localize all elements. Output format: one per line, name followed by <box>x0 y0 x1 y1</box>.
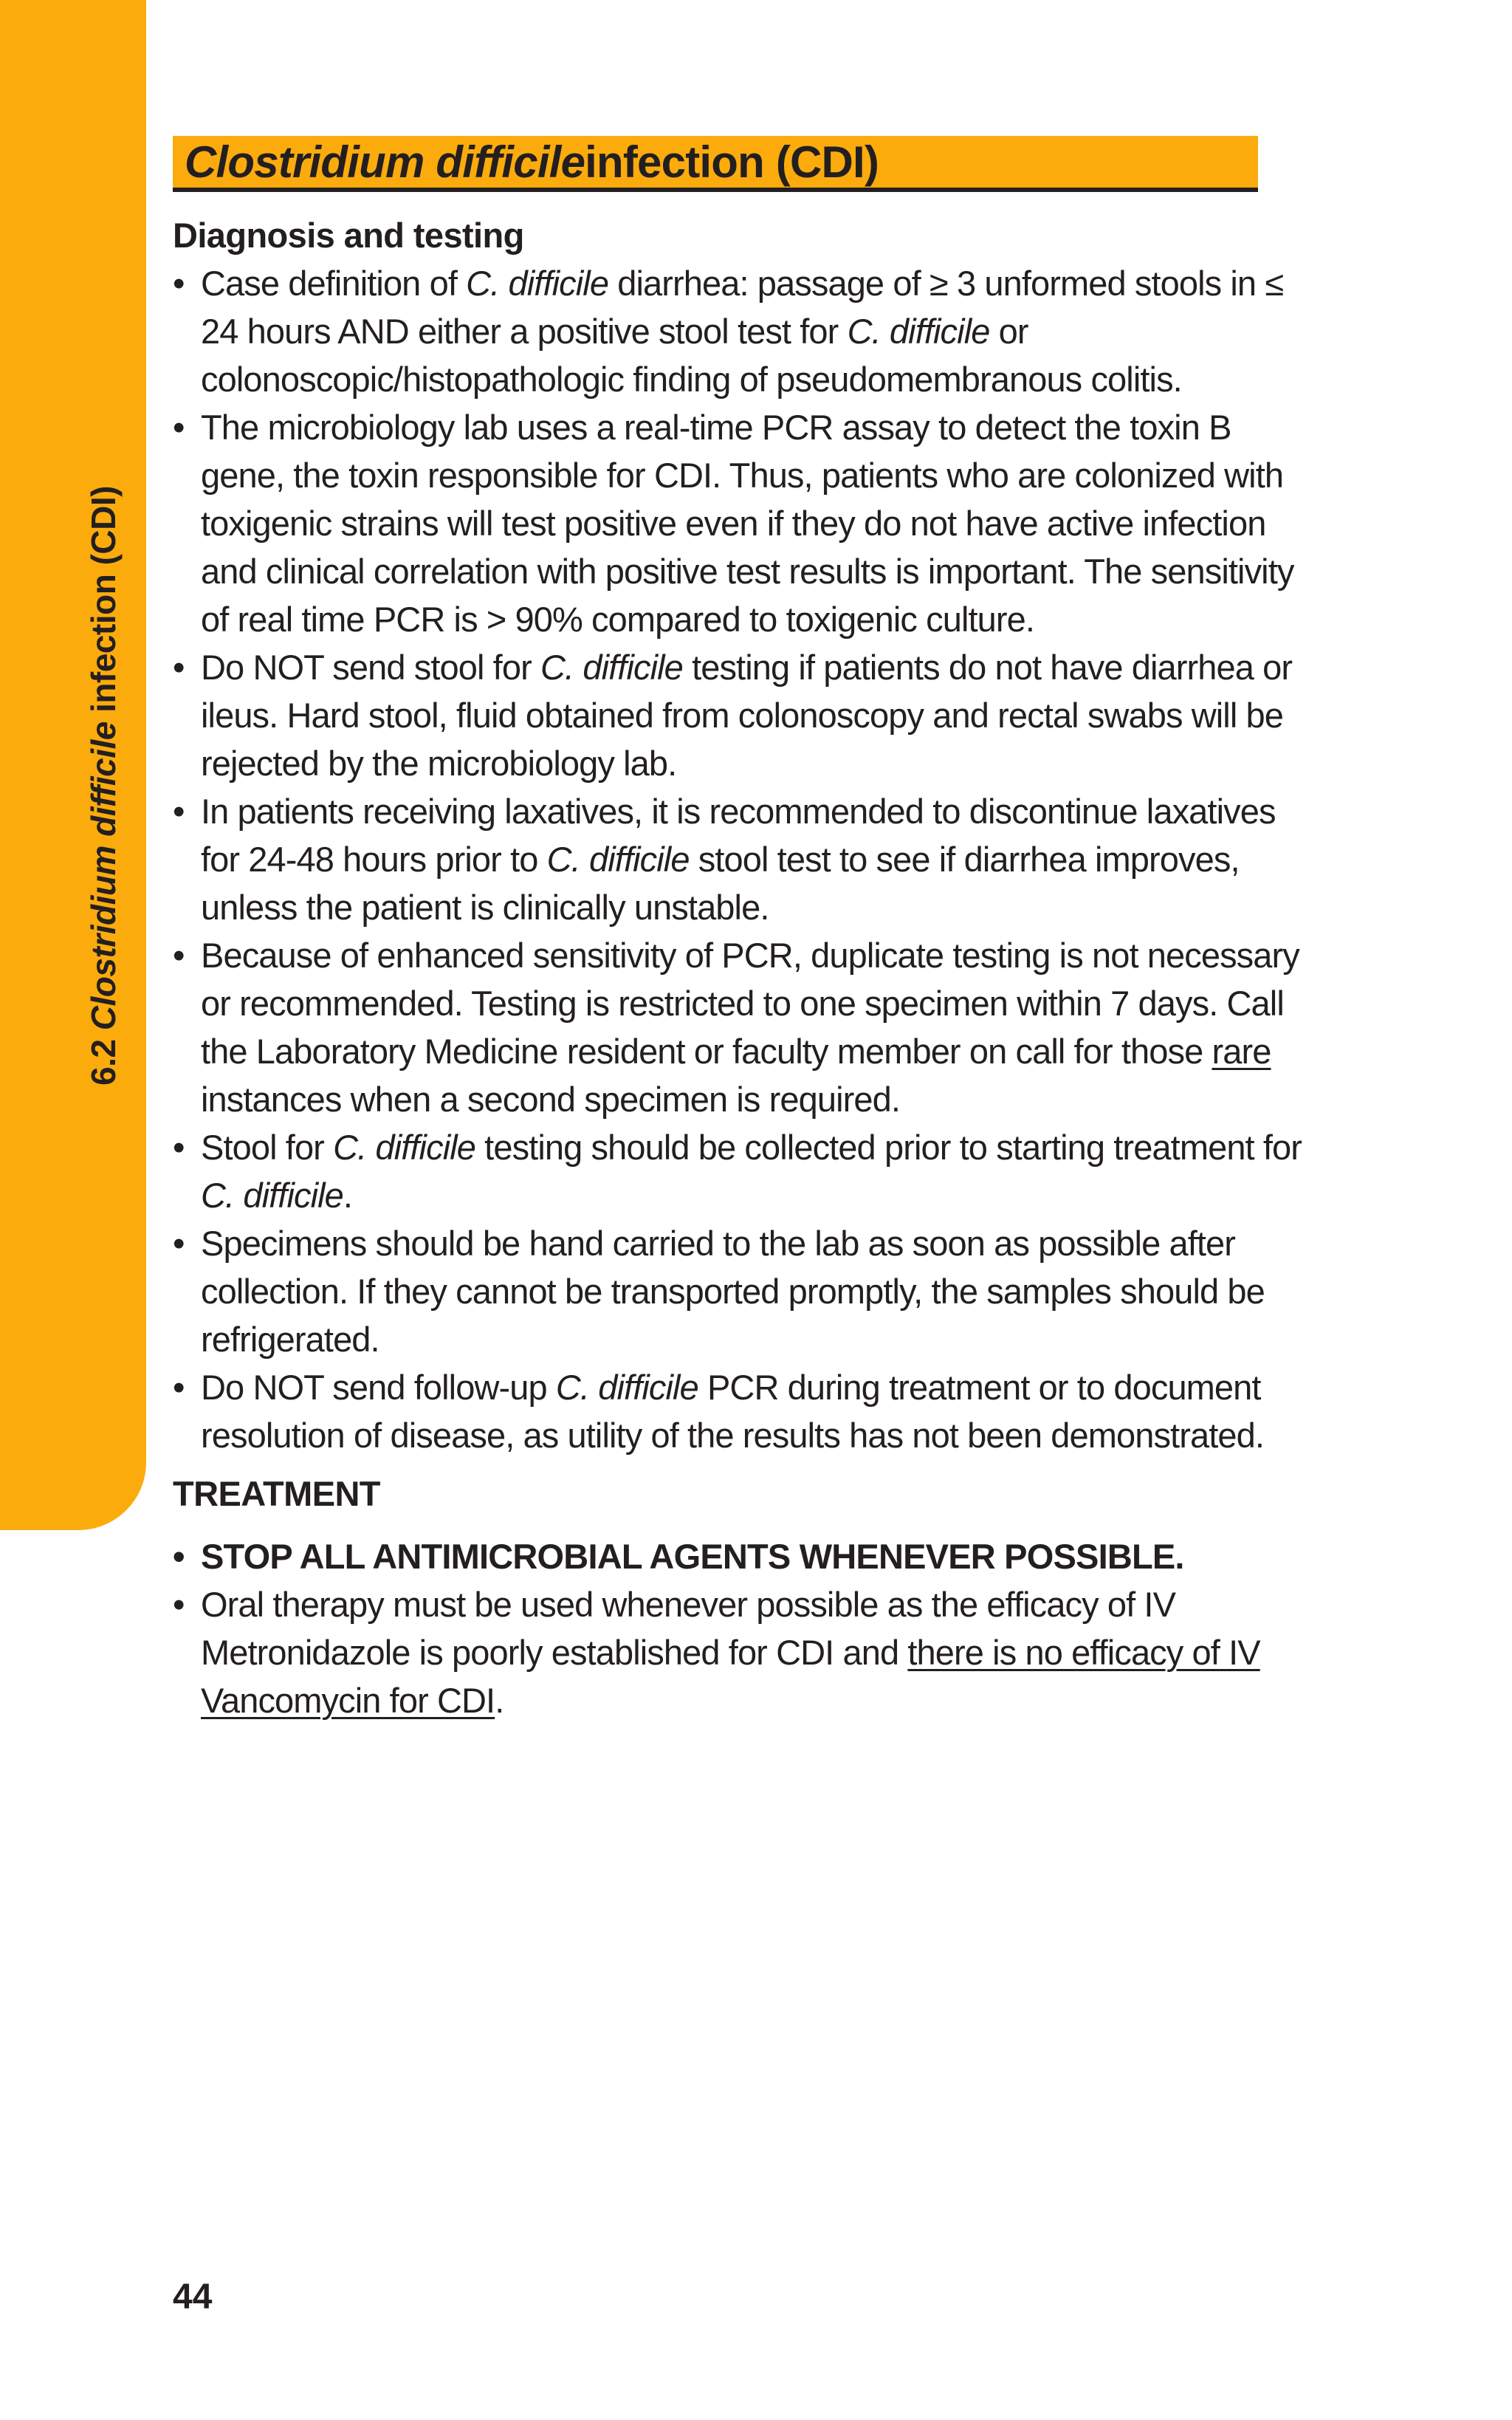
diagnosis-bullet-collect-prior: • Stool for C. difficile testing should be collected prior to starting treatment for C. difficile. <box>173 1123 1308 1219</box>
diagnosis-bullet-do-not-send: • Do NOT send stool for C. difficile testing if patients do not have diarrhea or ileus. Hard stool, fluid obtained from colonoscopy and rectal swabs will be rejected by the microbiology lab. <box>173 643 1308 787</box>
diagnosis-bullet-duplicate-testing: • Because of enhanced sensitivity of PCR, duplicate testing is not necessary or recommended. Testing is restricted to one specimen within 7 days. Call the Laboratory Medicine resident or faculty member on call for those rare instances when a second specimen is required. <box>173 931 1308 1123</box>
diagnosis-list <box>173 259 1302 1459</box>
diagnosis-bullet-laxatives: • In patients receiving laxatives, it is recommended to discontinue laxatives for 24-48 hours prior to C. difficile stool test to see if diarrhea improves, unless the patient is clinically unstable. <box>173 787 1308 931</box>
page-title <box>173 136 1258 192</box>
page-content <box>173 136 1302 1724</box>
title-organism: Clostridium difficile <box>185 137 585 187</box>
section-side-label <box>83 486 123 1086</box>
treatment-heading: TREATMENT <box>173 1474 380 1513</box>
diagnosis-heading: Diagnosis and testing <box>173 216 524 255</box>
diagnosis-bullet-hand-carry: • Specimens should be hand carried to the lab as soon as possible after collection. If they cannot be transported promptly, the samples should be refrigerated. <box>173 1219 1308 1363</box>
diagnosis-bullet-pcr-assay: • The microbiology lab uses a real-time PCR assay to detect the toxin B gene, the toxin responsible for CDI. Thus, patients who are colonized with toxigenic strains will test positive even if they do not have active infection and clinical correlation with positive test results is important. The sensitivity of real time PCR is > 90% compared to toxigenic culture. <box>173 403 1308 643</box>
section-side-tab <box>0 0 146 1530</box>
diagnosis-bullet-case-definition: • Case definition of C. difficile diarrhea: passage of ≥ 3 unformed stools in ≤ 24 hours AND either a positive stool test for C. difficile or colonoscopic/histopathologic finding of pseudomembranous colitis. <box>173 259 1308 403</box>
section-number: 6.2 <box>84 1030 123 1086</box>
title-rest: infection (CDI) <box>585 137 879 187</box>
section-organism: Clostridium difficile <box>84 721 123 1031</box>
page-number: 44 <box>173 2277 213 2317</box>
treatment-list <box>173 1532 1295 1724</box>
treatment-bullet-stop-antimicrobials: • STOP ALL ANTIMICROBIAL AGENTS WHENEVER POSSIBLE. <box>173 1532 1308 1580</box>
diagnosis-bullet-follow-up: • Do NOT send follow-up C. difficile PCR during treatment or to document resolution of disease, as utility of the results has not been demonstrated. <box>173 1363 1308 1459</box>
section-suffix: infection (CDI) <box>84 486 123 722</box>
treatment-bullet-oral-therapy: • Oral therapy must be used whenever possible as the efficacy of IV Metronidazole is poorly established for CDI and there is no efficacy of IV Vancomycin for CDI. <box>173 1580 1308 1724</box>
